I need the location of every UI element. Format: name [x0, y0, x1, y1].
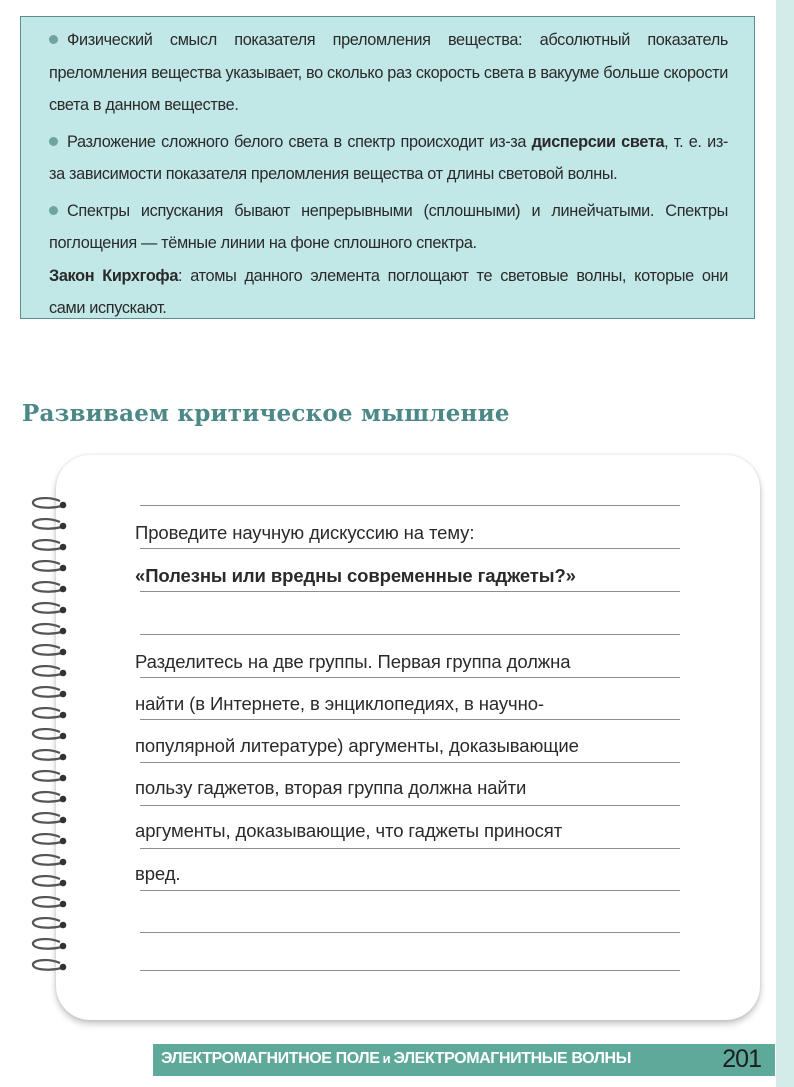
- ruled-line: [140, 890, 680, 891]
- page-number: 201: [722, 1045, 761, 1073]
- spiral-ring-icon: [30, 644, 70, 658]
- spiral-ring-icon: [30, 539, 70, 553]
- spiral-ring-icon: [30, 854, 70, 868]
- spiral-ring-icon: [30, 833, 70, 847]
- summary-item-2: [49, 126, 728, 191]
- spiral-ring-icon: [30, 959, 70, 973]
- chapter-title: [161, 1050, 631, 1068]
- task-line: пользу гаджетов, вторая группа должна найти: [135, 777, 527, 798]
- ruled-line: [140, 505, 680, 506]
- spiral-ring-icon: [30, 728, 70, 742]
- ruled-line: [140, 677, 680, 678]
- spiral-ring-icon: [30, 497, 70, 511]
- spiral-ring-icon: [30, 917, 70, 931]
- chapter-title-part2: ЭЛЕКТРОМАГНИТНЫЕ ВОЛНЫ: [393, 1050, 631, 1067]
- spiral-ring-icon: [30, 686, 70, 700]
- bullet-icon: [49, 35, 58, 44]
- page-edge-strip: [776, 0, 794, 1087]
- ruled-line: [140, 762, 680, 763]
- ruled-line: [140, 970, 680, 971]
- ruled-line: [140, 719, 680, 720]
- chapter-title-conj: и: [379, 1051, 394, 1066]
- ruled-line: [140, 805, 680, 806]
- task-line: вред.: [135, 863, 181, 884]
- spiral-ring-icon: [30, 896, 70, 910]
- task-intro: Проведите научную дискуссию на тему:: [135, 522, 475, 543]
- kirchhoff-law: [49, 260, 728, 325]
- spiral-ring-icon: [30, 581, 70, 595]
- ruled-line: [140, 548, 680, 549]
- summary-item-3-text: Спектры испускания бывают непрерывными (сплошными) и линейчатыми. Спектры поглощения — тёмные линии на фоне сплошного спектра.: [49, 201, 728, 252]
- summary-item-2-term: дисперсии света: [531, 132, 665, 151]
- spiral-ring-icon: [30, 791, 70, 805]
- spiral-ring-icon: [30, 875, 70, 889]
- spiral-ring-icon: [30, 518, 70, 532]
- spiral-ring-icon: [30, 560, 70, 574]
- kirchhoff-law-text: : атомы данного элемента поглощают те световые волны, которые они сами испускают.: [49, 266, 728, 317]
- ruled-line: [140, 848, 680, 849]
- summary-item-2-text: Разложение сложного белого света в спектр происходит из-за: [67, 132, 532, 151]
- bullet-icon: [49, 206, 58, 215]
- footer-bar: [153, 1044, 775, 1076]
- summary-item-3: [49, 195, 728, 260]
- section-heading: Развиваем критическое мышление: [22, 400, 510, 427]
- task-line: найти (в Интернете, в энциклопедиях, в научно-: [135, 693, 544, 714]
- summary-box: [20, 16, 755, 319]
- kirchhoff-law-term: Закон Кирхгофа: [49, 266, 179, 285]
- task-line: аргументы, доказывающие, что гаджеты приносят: [135, 820, 563, 841]
- ruled-line: [140, 591, 680, 592]
- ruled-line: [140, 634, 680, 635]
- summary-item-1: [49, 24, 728, 122]
- bullet-icon: [49, 137, 58, 146]
- spiral-ring-icon: [30, 770, 70, 784]
- spiral-ring-icon: [30, 602, 70, 616]
- spiral-ring-icon: [30, 665, 70, 679]
- ruled-line: [140, 932, 680, 933]
- summary-item-2-rest: , т. е. из-за зависимости показателя преломления вещества от длины световой волны.: [49, 132, 729, 183]
- summary-item-1-text: Физический смысл показателя преломления вещества: абсолютный показатель преломления вещества указывает, во сколько раз скорость света в вакууме больше скорости света в данном веществе.: [49, 31, 728, 114]
- spiral-ring-icon: [30, 749, 70, 763]
- spiral-ring-icon: [30, 623, 70, 637]
- spiral-ring-icon: [30, 707, 70, 721]
- spiral-ring-icon: [30, 938, 70, 952]
- chapter-title-part1: ЭЛЕКТРОМАГНИТНОЕ ПОЛЕ: [161, 1050, 380, 1067]
- discussion-topic: «Полезны или вредны современные гаджеты?»: [135, 565, 576, 586]
- task-line: Разделитесь на две группы. Первая группа должна: [135, 651, 571, 672]
- spiral-ring-icon: [30, 812, 70, 826]
- task-line: популярной литературе) аргументы, доказывающие: [135, 735, 579, 756]
